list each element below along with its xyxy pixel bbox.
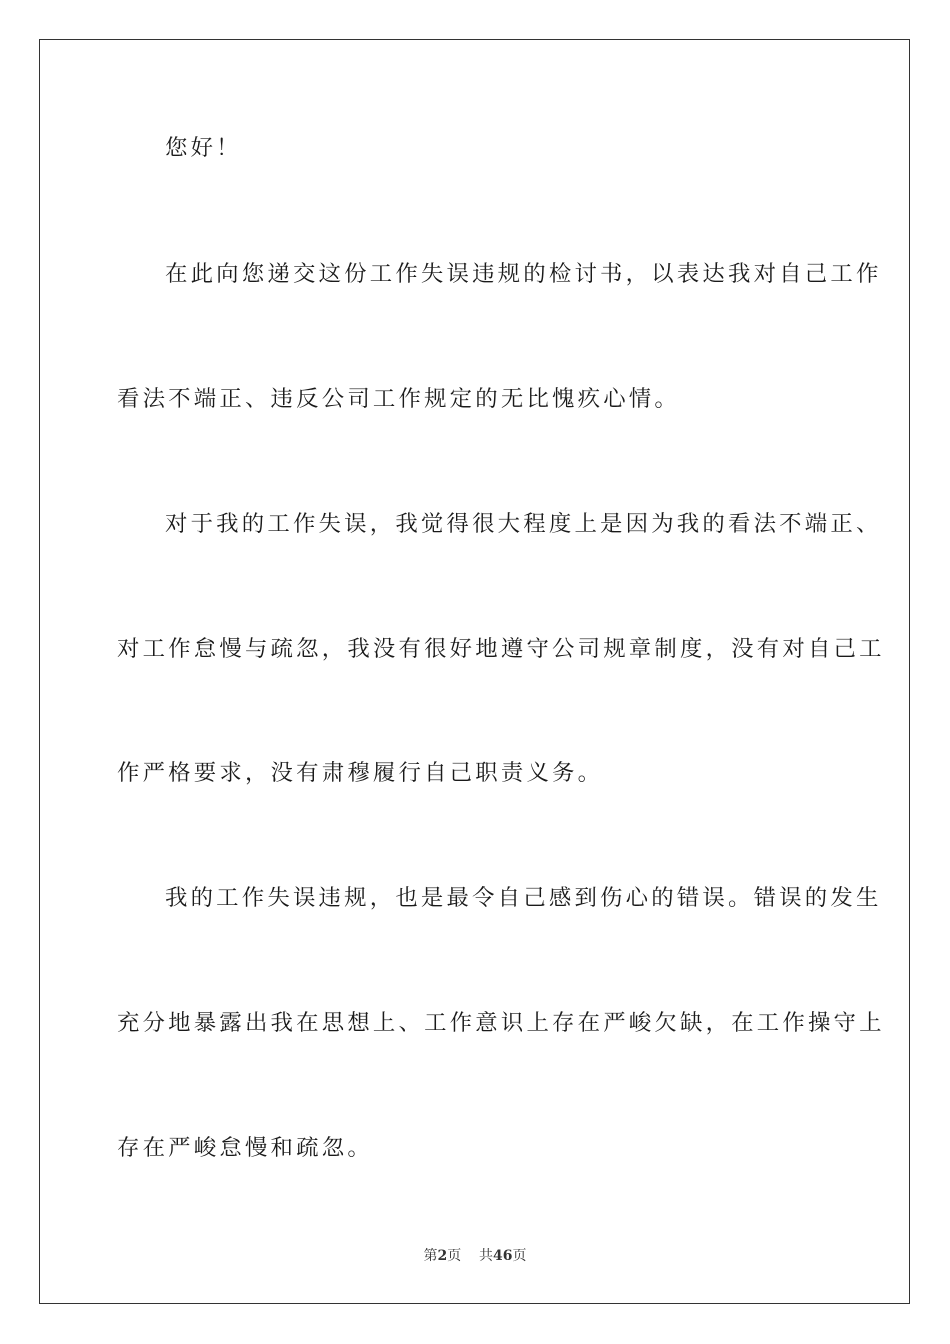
paragraph-3-line-1: 我的工作失误违规，也是最令自己感到伤心的错误。错误的发生	[165, 885, 882, 911]
paragraph-3-line-3: 存在严峻怠慢和疏忽。	[117, 1135, 373, 1161]
page-prefix: 第	[423, 1248, 438, 1264]
paragraph-3-line-2: 充分地暴露出我在思想上、工作意识上存在严峻欠缺，在工作操守上	[117, 1010, 885, 1036]
paragraph-2-line-3: 作严格要求，没有肃穆履行自己职责义务。	[117, 760, 604, 786]
total-pages: 46	[493, 1248, 513, 1264]
page-number: 2	[437, 1248, 448, 1264]
paragraph-1-line-2: 看法不端正、违反公司工作规定的无比愧疚心情。	[117, 386, 680, 412]
paragraph-2-line-2: 对工作怠慢与疏忽，我没有很好地遵守公司规章制度，没有对自己工	[117, 636, 885, 662]
page-border	[39, 39, 910, 1304]
paragraph-1-line-1: 在此向您递交这份工作失误违规的检讨书，以表达我对自己工作	[165, 261, 882, 287]
greeting: 您好！	[165, 135, 242, 161]
total-prefix: 共	[479, 1248, 494, 1264]
page-suffix: 页	[447, 1248, 462, 1264]
paragraph-2-line-1: 对于我的工作失误，我觉得很大程度上是因为我的看法不端正、	[165, 511, 882, 537]
total-suffix: 页	[512, 1248, 527, 1264]
page-footer	[0, 1246, 950, 1266]
